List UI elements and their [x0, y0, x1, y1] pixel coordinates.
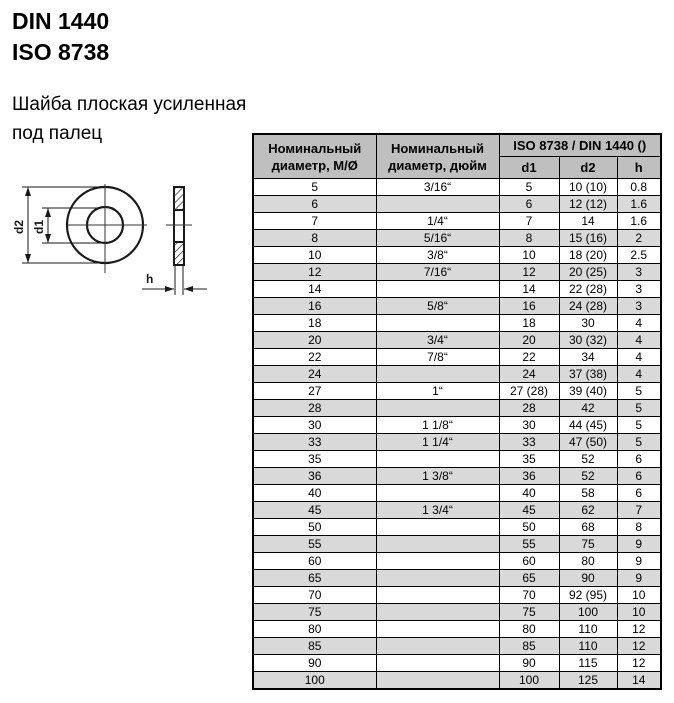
table-cell: 2 [617, 230, 661, 247]
table-cell: 3 [617, 281, 661, 298]
table-cell: 5/16“ [376, 230, 499, 247]
table-cell: 7 [617, 502, 661, 519]
table-cell [376, 485, 499, 502]
table-cell: 34 [559, 349, 617, 366]
table-cell: 65 [253, 570, 376, 587]
table-row [253, 400, 661, 417]
table-cell: 33 [253, 434, 376, 451]
table-cell: 24 [499, 366, 559, 383]
table-cell: 27 [253, 383, 376, 400]
table-cell: 1“ [376, 383, 499, 400]
column-header-line: Номинальный [268, 140, 362, 156]
table-cell: 45 [499, 502, 559, 519]
washer-technical-drawing [0, 172, 235, 307]
table-cell [376, 553, 499, 570]
table-cell: 2.5 [617, 247, 661, 264]
table-cell: 3/4“ [376, 332, 499, 349]
table-cell: 35 [253, 451, 376, 468]
table-cell [376, 570, 499, 587]
table-row [253, 213, 661, 230]
table-cell: 15 (16) [559, 230, 617, 247]
table-cell [376, 400, 499, 417]
table-cell: 18 (20) [559, 247, 617, 264]
table-cell: 10 (10) [559, 179, 617, 196]
column-header-nominal-diameter-inch [376, 134, 499, 179]
table-cell: 4 [617, 332, 661, 349]
table-cell: 14 [253, 281, 376, 298]
table-row [253, 672, 661, 690]
table-cell: 1.6 [617, 196, 661, 213]
table-cell: 80 [559, 553, 617, 570]
table-cell: 58 [559, 485, 617, 502]
table-cell: 50 [499, 519, 559, 536]
h-dimension-label: h [146, 272, 154, 286]
table-cell: 16 [253, 298, 376, 315]
table-cell: 5 [617, 400, 661, 417]
table-row [253, 281, 661, 298]
table-cell: 55 [499, 536, 559, 553]
table-cell: 18 [499, 315, 559, 332]
table-cell: 16 [499, 298, 559, 315]
table-cell: 6 [253, 196, 376, 213]
table-cell: 12 [617, 655, 661, 672]
table-cell [376, 587, 499, 604]
table-row [253, 247, 661, 264]
table-cell: 10 [617, 587, 661, 604]
table-cell: 36 [253, 468, 376, 485]
table-cell: 1.6 [617, 213, 661, 230]
table-row [253, 230, 661, 247]
table-cell: 1 1/8“ [376, 417, 499, 434]
column-header-d2: d2 [559, 157, 617, 179]
table-cell [376, 604, 499, 621]
table-cell: 1 3/8“ [376, 468, 499, 485]
table-cell: 80 [499, 621, 559, 638]
table-cell: 12 (12) [559, 196, 617, 213]
table-cell: 12 [499, 264, 559, 281]
washer-side-view [166, 187, 192, 265]
table-cell: 75 [559, 536, 617, 553]
table-row [253, 553, 661, 570]
table-cell: 8 [617, 519, 661, 536]
table-cell: 62 [559, 502, 617, 519]
table-cell: 5/8“ [376, 298, 499, 315]
table-cell: 65 [499, 570, 559, 587]
table-cell: 24 [253, 366, 376, 383]
table-cell: 40 [253, 485, 376, 502]
table-cell: 6 [617, 468, 661, 485]
table-cell: 100 [253, 672, 376, 690]
column-header-line: диаметр, дюйм [388, 157, 487, 173]
table-cell: 85 [499, 638, 559, 655]
standard-iso-title: ISO 8738 [12, 39, 110, 65]
table-cell: 5 [617, 417, 661, 434]
table-cell: 70 [499, 587, 559, 604]
table-row [253, 638, 661, 655]
table-cell: 44 (45) [559, 417, 617, 434]
table-row [253, 332, 661, 349]
table-cell: 24 (28) [559, 298, 617, 315]
table-cell: 40 [499, 485, 559, 502]
table-cell: 3 [617, 298, 661, 315]
standard-din-title: DIN 1440 [12, 8, 110, 34]
table-row [253, 655, 661, 672]
table-cell: 90 [253, 655, 376, 672]
table-cell: 6 [499, 196, 559, 213]
table-cell: 30 [253, 417, 376, 434]
table-cell: 3/8“ [376, 247, 499, 264]
table-cell: 10 [499, 247, 559, 264]
table-cell: 125 [559, 672, 617, 690]
table-cell [376, 655, 499, 672]
table-cell: 22 [499, 349, 559, 366]
table-cell: 33 [499, 434, 559, 451]
table-row [253, 468, 661, 485]
table-cell: 30 (32) [559, 332, 617, 349]
table-cell: 10 [253, 247, 376, 264]
column-header-d1: d1 [499, 157, 559, 179]
table-row [253, 315, 661, 332]
table-cell: 90 [559, 570, 617, 587]
table-cell: 5 [617, 383, 661, 400]
table-cell: 8 [499, 230, 559, 247]
column-header-nominal-diameter-metric [253, 134, 376, 179]
table-cell: 42 [559, 400, 617, 417]
table-cell: 14 [499, 281, 559, 298]
table-cell: 7 [499, 213, 559, 230]
table-cell: 7 [253, 213, 376, 230]
table-row [253, 196, 661, 213]
table-row [253, 604, 661, 621]
standard-titles [12, 6, 109, 68]
table-cell: 30 [559, 315, 617, 332]
table-row [253, 179, 661, 196]
table-cell: 80 [253, 621, 376, 638]
table-cell: 52 [559, 451, 617, 468]
product-description-line2: под палец [12, 123, 103, 144]
table-row [253, 519, 661, 536]
table-cell: 75 [499, 604, 559, 621]
table-row [253, 485, 661, 502]
table-cell: 7/16“ [376, 264, 499, 281]
table-row [253, 417, 661, 434]
table-cell: 1 1/4“ [376, 434, 499, 451]
table-cell: 36 [499, 468, 559, 485]
table-cell [376, 196, 499, 213]
table-cell [376, 366, 499, 383]
table-cell: 3 [617, 264, 661, 281]
table-cell: 20 [499, 332, 559, 349]
table-cell: 45 [253, 502, 376, 519]
table-cell: 12 [617, 621, 661, 638]
table-cell: 3/16“ [376, 179, 499, 196]
table-cell: 12 [617, 638, 661, 655]
table-row [253, 587, 661, 604]
table-cell: 20 (25) [559, 264, 617, 281]
table-cell [376, 638, 499, 655]
table-cell [376, 621, 499, 638]
table-cell: 52 [559, 468, 617, 485]
table-row [253, 434, 661, 451]
washer-dimensions-table [252, 133, 662, 690]
table-cell: 85 [253, 638, 376, 655]
table-body [253, 179, 661, 690]
table-cell: 28 [499, 400, 559, 417]
table-row [253, 536, 661, 553]
d1-dimension-label: d1 [32, 219, 46, 234]
table-cell: 6 [617, 451, 661, 468]
table-cell: 110 [559, 638, 617, 655]
table-cell: 75 [253, 604, 376, 621]
table-cell [376, 536, 499, 553]
table-row [253, 366, 661, 383]
table-cell: 22 (28) [559, 281, 617, 298]
table-cell: 115 [559, 655, 617, 672]
table-cell: 70 [253, 587, 376, 604]
table-cell: 22 [253, 349, 376, 366]
table-cell: 1 3/4“ [376, 502, 499, 519]
table-cell: 100 [559, 604, 617, 621]
table-cell: 47 (50) [559, 434, 617, 451]
table-cell: 12 [253, 264, 376, 281]
table-cell: 18 [253, 315, 376, 332]
table-cell: 39 (40) [559, 383, 617, 400]
table-cell: 90 [499, 655, 559, 672]
table-cell: 20 [253, 332, 376, 349]
product-description-line1: Шайба плоская усиленная [12, 94, 247, 115]
table-cell: 0.8 [617, 179, 661, 196]
table-cell: 92 (95) [559, 587, 617, 604]
table-cell [376, 451, 499, 468]
table-cell: 7/8“ [376, 349, 499, 366]
table-cell: 9 [617, 536, 661, 553]
table-row [253, 451, 661, 468]
table-cell: 28 [253, 400, 376, 417]
table-cell: 5 [499, 179, 559, 196]
table-cell: 4 [617, 366, 661, 383]
table-cell: 50 [253, 519, 376, 536]
table-cell: 30 [499, 417, 559, 434]
table-cell: 37 (38) [559, 366, 617, 383]
table-cell: 9 [617, 553, 661, 570]
h-dimension [142, 265, 207, 295]
column-header-line: Номинальный [390, 140, 485, 156]
table-cell: 5 [617, 434, 661, 451]
table-cell: 68 [559, 519, 617, 536]
table-cell: 8 [253, 230, 376, 247]
table-cell: 10 [617, 604, 661, 621]
table-cell: 110 [559, 621, 617, 638]
table-row [253, 298, 661, 315]
table-row [253, 383, 661, 400]
table-cell: 5 [253, 179, 376, 196]
column-header-group-iso-din: ISO 8738 / DIN 1440 () [499, 134, 661, 157]
table-cell: 27 (28) [499, 383, 559, 400]
table-cell: 4 [617, 315, 661, 332]
column-header-line: диаметр, М/Ø [271, 157, 358, 173]
table-cell: 4 [617, 349, 661, 366]
washer-front-view [67, 184, 147, 273]
table-row [253, 349, 661, 366]
table-cell: 100 [499, 672, 559, 690]
table-header [253, 134, 661, 179]
table-cell [376, 281, 499, 298]
table-cell [376, 672, 499, 690]
table-cell: 14 [617, 672, 661, 690]
table-cell: 55 [253, 536, 376, 553]
column-header-h: h [617, 157, 661, 179]
table-row [253, 502, 661, 519]
table-row [253, 621, 661, 638]
table-cell: 6 [617, 485, 661, 502]
table-cell: 60 [499, 553, 559, 570]
table-cell: 9 [617, 570, 661, 587]
table-cell: 35 [499, 451, 559, 468]
table-row [253, 264, 661, 281]
table-cell: 1/4“ [376, 213, 499, 230]
table-cell [376, 519, 499, 536]
table-row [253, 570, 661, 587]
table-cell: 14 [559, 213, 617, 230]
d2-dimension-label: d2 [12, 219, 26, 234]
table-cell: 60 [253, 553, 376, 570]
product-description [12, 90, 246, 148]
table-cell [376, 315, 499, 332]
